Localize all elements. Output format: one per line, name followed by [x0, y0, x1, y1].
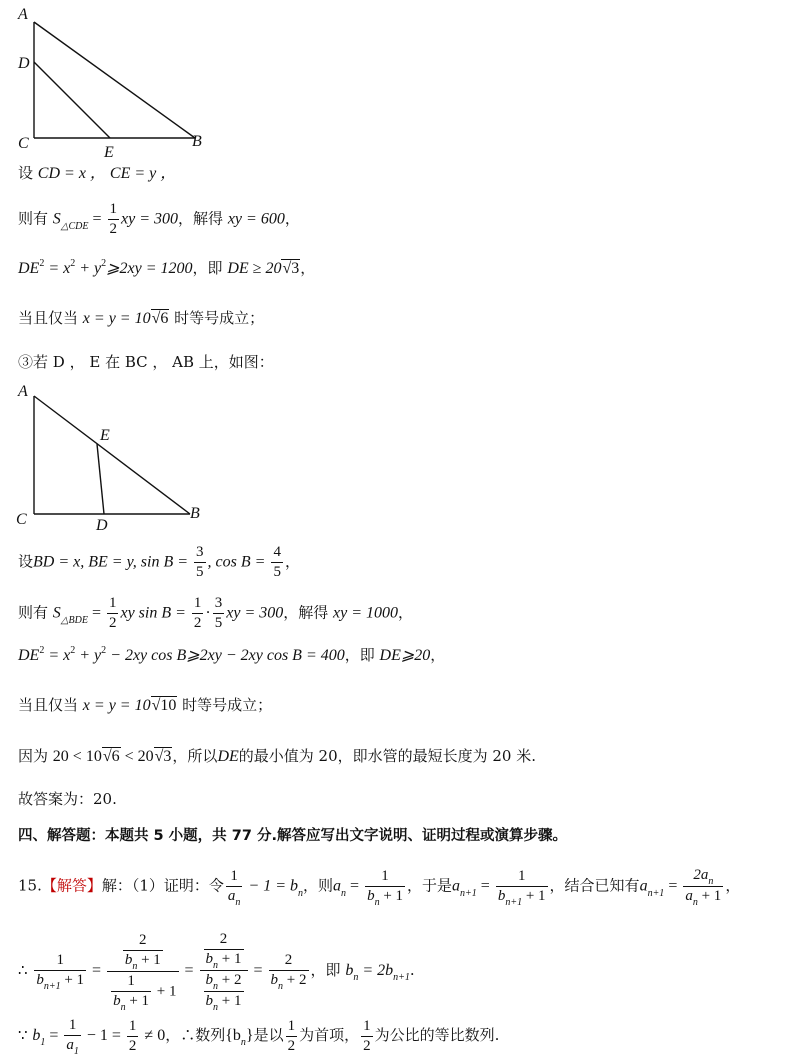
- line-5: ③若 D ， E 在 BC ， AB 上，如图：: [18, 353, 274, 371]
- fig2-label-e: E: [100, 427, 110, 444]
- line-8: $DE^2 = x^2 + y^2 - 2xy$ cos B⩾2xy − 2xy cos B = 400，即 DE⩾20，: [18, 645, 446, 664]
- fig1-label-b: B: [192, 133, 202, 150]
- section-heading: 四、解答题：本题共 5 小题，共 77 分.解答应写出文字说明、证明过程或演算步骤。: [18, 828, 567, 844]
- fig2-label-c: C: [16, 511, 27, 528]
- line-10: 因为 20 < 10√6 < 20√3，所以DE的最小值为 20，即水管的最短长度为 20 米.: [18, 747, 537, 765]
- fig2-label-b: B: [190, 505, 200, 522]
- line-9: 当且仅当 x = y = 10√10 时等号成立；: [18, 696, 273, 714]
- line-11: 故答案为：20.: [18, 790, 117, 808]
- fig2-label-d: D: [96, 517, 108, 534]
- triangle-figure-2: [10, 378, 230, 538]
- line-1: 设 CD = x ， CE = y ，: [18, 164, 177, 182]
- line-7: 则有 $S_{\triangle BDE}$ = $\frac{1}{2}$ xy sin B = $\frac{1}{2}$ · $\frac{3}{5}$ xy = 300，解得 xy = 1000，: [18, 595, 414, 631]
- line-14: ∴ $\frac{1}{b_{n+1} + 1}$ = $\frac{2}{b_n + 1}$ $\frac{1}{b_n + 1}$ + 1 = $\frac{\frac{2}{b_n + 1}}{\frac{b_n + 2}{b_n + 1}}$ = $\frac{2}{b_n + 2}$ ，即 $b_n = 2b_{n+1}$.: [18, 931, 415, 1013]
- line-15: ∵ $b_1$ = $\frac{1}{a_1}$ − 1 = $\frac{1}{2}$ ≠ 0，∴数列$\{b_n\}$是以 $\frac{1}{2}$ 为首项， $\frac{1}{2}$ 为公比的等比数列.: [18, 1017, 500, 1057]
- triangle-figure-1: [10, 2, 230, 167]
- fig2-label-a: A: [18, 383, 28, 400]
- fig1-label-a: A: [18, 6, 28, 23]
- fig1-label-d: D: [18, 55, 30, 72]
- line-13: 15.【解答】解：（1）证明：令 $\frac{1}{a_n}$ − $1 = b_n$，则$a_n$ = $\frac{1}{b_n + 1}$ ，于是$a_{n+1}$ = $\frac{1}{b_{n+1} + 1}$ ，结合已知有$a_{n+1}$ = $\frac{2a_n}{a_n + 1}$ ，: [18, 867, 741, 908]
- fig1-label-c: C: [18, 135, 29, 152]
- line-3: $DE^2 = x^2$ + $y^2⩾2xy = 1200$，即 DE ≥ 20√3，: [18, 258, 316, 277]
- line-2: 则有 $S_{\triangle CDE}$ = $\frac{1}{2}$ xy = 300，解得 xy = 600，: [18, 201, 300, 237]
- line-4: 当且仅当 x = y = 10√6 时等号成立；: [18, 309, 265, 327]
- fig1-label-e: E: [104, 144, 114, 161]
- line-6: 设BD = x, BE = y, sin B = $\frac{3}{5}$ , cos B = $\frac{4}{5}$ ，: [18, 544, 300, 580]
